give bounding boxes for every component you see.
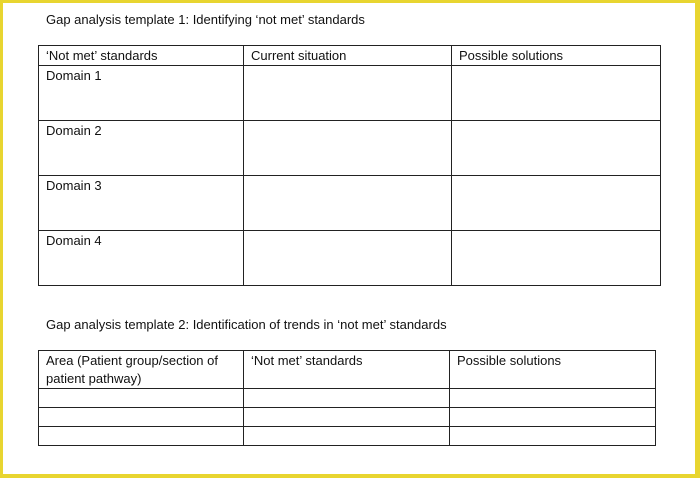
column-header: Possible solutions xyxy=(452,46,661,66)
column-header: ‘Not met’ standards xyxy=(39,46,244,66)
table-row xyxy=(39,66,661,121)
table-cell[interactable] xyxy=(450,408,656,427)
template-1-table xyxy=(38,45,661,286)
table-row xyxy=(39,408,656,427)
table-cell[interactable] xyxy=(452,66,661,121)
table-header-row xyxy=(39,46,661,66)
column-header: Area (Patient group/section of patient pathway) xyxy=(39,351,244,389)
table-cell[interactable] xyxy=(244,427,450,446)
table-cell[interactable] xyxy=(39,427,244,446)
table-cell[interactable] xyxy=(244,408,450,427)
table-cell[interactable] xyxy=(39,389,244,408)
table-cell[interactable] xyxy=(450,427,656,446)
table-row xyxy=(39,176,661,231)
table-cell[interactable] xyxy=(244,231,452,286)
table-cell[interactable] xyxy=(452,176,661,231)
table-cell[interactable] xyxy=(244,66,452,121)
column-header: ‘Not met’ standards xyxy=(244,351,450,389)
table-cell[interactable] xyxy=(244,121,452,176)
row-label: Domain 2 xyxy=(39,121,244,176)
table-cell[interactable] xyxy=(244,176,452,231)
template-2-table xyxy=(38,350,656,446)
table-cell[interactable] xyxy=(452,231,661,286)
template-2-title: Gap analysis template 2: Identification of trends in ‘not met’ standards xyxy=(46,317,447,332)
table-row xyxy=(39,427,656,446)
table-row xyxy=(39,121,661,176)
table-header-row xyxy=(39,351,656,389)
template-1-title: Gap analysis template 1: Identifying ‘not met’ standards xyxy=(46,12,365,27)
row-label: Domain 3 xyxy=(39,176,244,231)
table-row xyxy=(39,389,656,408)
table-cell[interactable] xyxy=(452,121,661,176)
table-cell[interactable] xyxy=(450,389,656,408)
row-label: Domain 4 xyxy=(39,231,244,286)
table-row xyxy=(39,231,661,286)
column-header: Current situation xyxy=(244,46,452,66)
row-label: Domain 1 xyxy=(39,66,244,121)
table-cell[interactable] xyxy=(244,389,450,408)
table-cell[interactable] xyxy=(39,408,244,427)
column-header: Possible solutions xyxy=(450,351,656,389)
